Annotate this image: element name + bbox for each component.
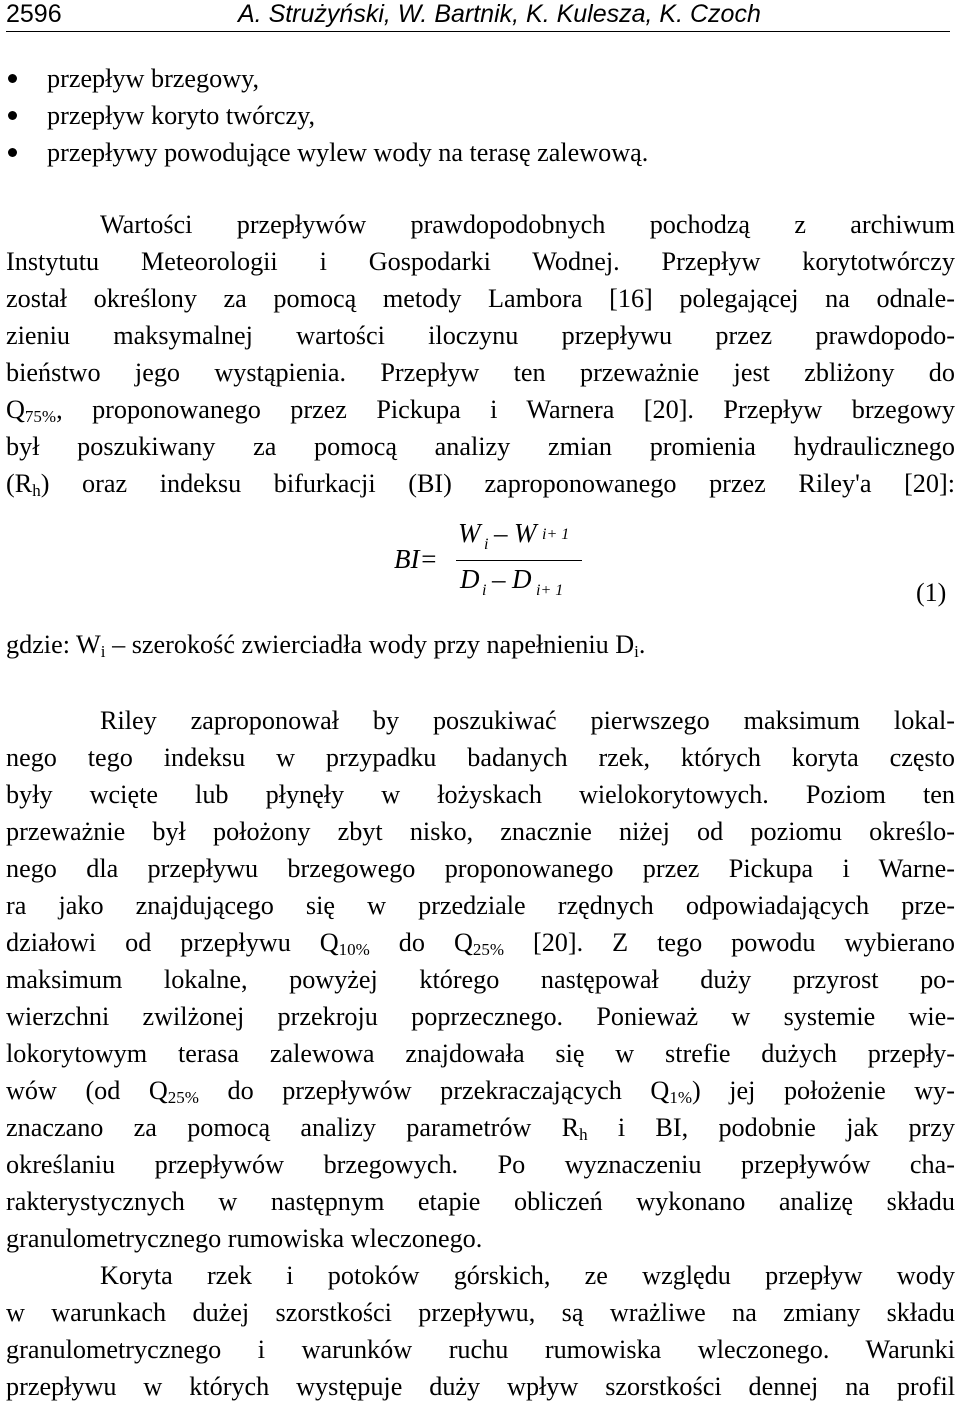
bullet-list	[0, 60, 700, 171]
header-rule	[6, 31, 950, 32]
text-line: Riley zaproponował by poszukiwać pierwszego maksimum lokal-	[100, 706, 955, 735]
list-item: przepływ koryto twórczy,	[0, 97, 700, 134]
bullet-icon	[8, 74, 17, 83]
text-line: nego tego indeksu w przypadku badanych rzek, których koryta często	[6, 743, 955, 772]
equation-where: gdzie: $W_i$ – szerokość zwierciadła wody przy napełnieniu $D_i$.	[6, 630, 646, 661]
bullet-icon	[8, 148, 17, 157]
fraction-bar	[456, 560, 582, 561]
text-line: działowi od przepływu $Q_{10\%}$ do $Q_{25\%}$ [20]. Z tego powodu wybierano	[6, 928, 955, 959]
bullet-icon	[8, 111, 17, 120]
text-line: granulometrycznego rumowiska wleczonego.	[6, 1224, 483, 1253]
text-line: przepływu w których występuje duży wpływ szorstkości dennej na profil	[6, 1372, 955, 1401]
text-line: wów (od $Q_{25\%}$ do przepływów przekraczających $Q_{1\%}$) jej położenie wy-	[6, 1076, 955, 1107]
text-line: określaniu przepływów brzegowych. Po wyznaczeniu przepływów cha-	[6, 1150, 955, 1179]
running-header	[6, 0, 950, 28]
text-line: $Q_{75\%}$, proponowanego przez Pickupa i Warnera [20]. Przepływ brzegowy	[6, 395, 955, 426]
text-line: lokorytowym terasa zalewowa znajdowała się w strefie dużych przepły-	[6, 1039, 955, 1068]
text-line: był poszukiwany za pomocą analizy zmian promienia hydraulicznego	[6, 432, 955, 461]
equation-bi	[390, 520, 630, 604]
header-authors: A. Strużyński, W. Bartnik, K. Kulesza, K. Czoch	[238, 0, 761, 28]
text-line: bieństwo jego wystąpienia. Przepływ ten przeważnie jest zbliżony do	[6, 358, 955, 387]
text-line: rakterystycznych w następnym etapie obliczeń wykonano analizę składu	[6, 1187, 955, 1216]
text-line: przeważnie był położony zbyt nisko, znacznie niżej od poziomu określo-	[6, 817, 955, 846]
text-line: został określony za pomocą metody Lambora [16] polegającej na odnale-	[6, 284, 955, 313]
text-line: znaczano za pomocą analizy parametrów $R_h$ i BI, podobnie jak przy	[6, 1113, 955, 1144]
text-line: zieniu maksymalnej wartości iloczynu przepływu przez prawdopodo-	[6, 321, 955, 350]
text-line: w warunkach dużej szorstkości przepływu, są wrażliwe na zmiany składu	[6, 1298, 955, 1327]
equation-lhs: BI=	[394, 544, 438, 574]
text-line: były wcięte lub płynęły w łożyskach wielokorytowych. Poziom ten	[6, 780, 955, 809]
equation-number: (1)	[916, 578, 947, 607]
text-line: Wartości przepływów prawdopodobnych pochodzą z archiwum	[100, 210, 955, 239]
list-item: przepływ brzegowy,	[0, 60, 700, 97]
text-line: Instytutu Meteorologii i Gospodarki Wodnej. Przepływ korytotwórczy	[6, 247, 955, 276]
equation-numerator: W i – W i+ 1	[458, 518, 570, 553]
text-line: ra jako znajdującego się w przedziale rzędnych odpowiadających prze-	[6, 891, 955, 920]
text-line: wierzchni zwilżonej przekroju poprzecznego. Ponieważ w systemie wie-	[6, 1002, 955, 1031]
page-number: 2596	[6, 0, 62, 28]
text-line: nego dla przepływu brzegowego proponowanego przez Pickupa i Warne-	[6, 854, 955, 883]
text-line: granulometrycznego i warunków ruchu rumowiska wleczonego. Warunki	[6, 1335, 955, 1364]
equation-denominator: D i – D i+ 1	[460, 564, 564, 599]
text-line: maksimum lokalne, powyżej którego następował duży przyrost po-	[6, 965, 955, 994]
text-line: Koryta rzek i potoków górskich, ze względu przepływ wody	[100, 1261, 955, 1290]
list-item: przepływy powodujące wylew wody na terasę zalewową.	[0, 134, 700, 171]
text-line: $(R_h)$ oraz indeksu bifurkacji (BI) zaproponowanego przez Riley'a [20]:	[6, 469, 955, 500]
